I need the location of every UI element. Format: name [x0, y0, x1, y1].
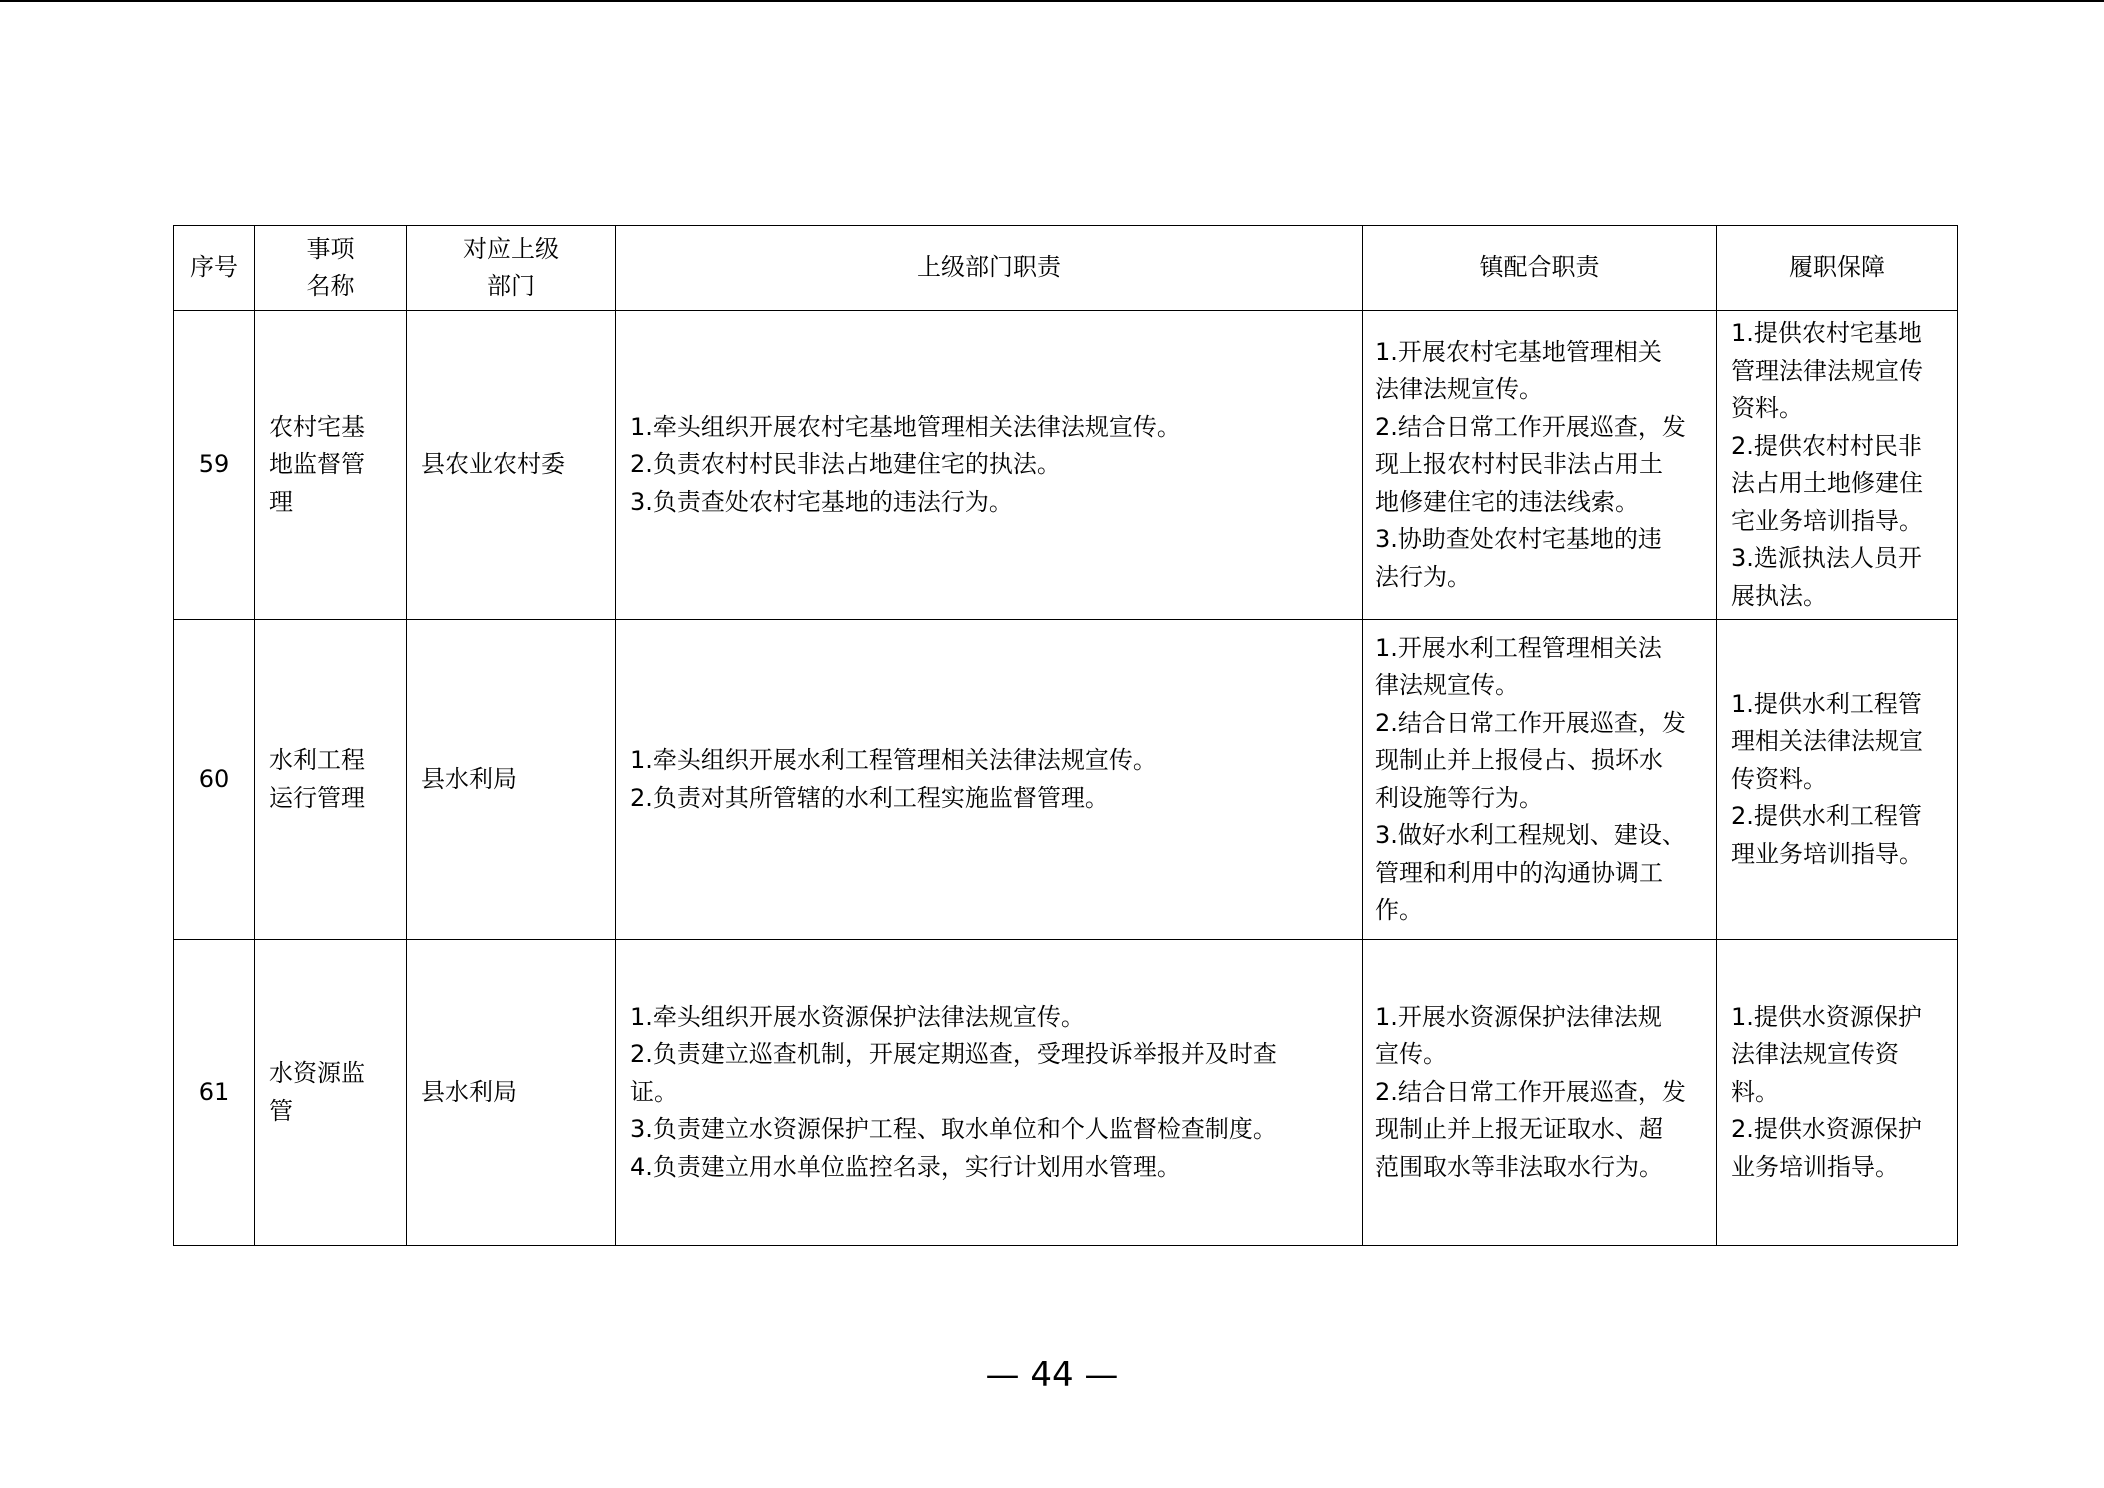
- upper-duties: 1.牵头组织开展水利工程管理相关法律法规宣传。 2.负责对其所管辖的水利工程实施监督管理。: [616, 620, 1363, 940]
- header-upper-dept: 对应上级 部门: [407, 226, 616, 311]
- header-item-name: 事项 名称: [255, 226, 407, 311]
- header-town-duties: 镇配合职责: [1363, 226, 1717, 311]
- header-upper-duties: 上级部门职责: [616, 226, 1363, 311]
- upper-duties: 1.牵头组织开展农村宅基地管理相关法律法规宣传。 2.负责农村村民非法占地建住宅的执法。 3.负责查处农村宅基地的违法行为。: [616, 311, 1363, 620]
- town-duties: 1.开展水资源保护法律法规 宣传。 2.结合日常工作开展巡查，发 现制止并上报无证取水、超 范围取水等非法取水行为。: [1363, 940, 1717, 1246]
- duty-table: [173, 225, 1958, 1246]
- table-row: [174, 940, 1958, 1246]
- page-number: — 44 —: [985, 1355, 1119, 1395]
- header-num: 序号: [174, 226, 255, 311]
- town-duties: 1.开展农村宅基地管理相关 法律法规宣传。 2.结合日常工作开展巡查，发 现上报农村村民非法占用土 地修建住宅的违法线索。 3.协助查处农村宅基地的违 法行为。: [1363, 311, 1717, 620]
- table-row: [174, 620, 1958, 940]
- town-duties: 1.开展水利工程管理相关法 律法规宣传。 2.结合日常工作开展巡查，发 现制止并上报侵占、损坏水 利设施等行为。 3.做好水利工程规划、建设、 管理和利用中的沟通协调工 作。: [1363, 620, 1717, 940]
- row-number: 59: [174, 311, 255, 620]
- top-border-line: [0, 0, 2104, 2]
- item-name: 水利工程 运行管理: [255, 620, 407, 940]
- upper-dept: 县水利局: [407, 620, 616, 940]
- row-number: 60: [174, 620, 255, 940]
- table-row: [174, 311, 1958, 620]
- item-name: 水资源监 管: [255, 940, 407, 1246]
- guarantee: 1.提供水利工程管 理相关法律法规宣 传资料。 2.提供水利工程管 理业务培训指导。: [1717, 620, 1958, 940]
- upper-dept: 县农业农村委: [407, 311, 616, 620]
- item-name: 农村宅基 地监督管 理: [255, 311, 407, 620]
- row-number: 61: [174, 940, 255, 1246]
- guarantee: 1.提供农村宅基地 管理法律法规宣传 资料。 2.提供农村村民非 法占用土地修建住 宅业务培训指导。 3.选派执法人员开 展执法。: [1717, 311, 1958, 620]
- upper-dept: 县水利局: [407, 940, 616, 1246]
- header-guarantee: 履职保障: [1717, 226, 1958, 311]
- guarantee: 1.提供水资源保护 法律法规宣传资 料。 2.提供水资源保护 业务培训指导。: [1717, 940, 1958, 1246]
- upper-duties: 1.牵头组织开展水资源保护法律法规宣传。 2.负责建立巡查机制，开展定期巡查，受理投诉举报并及时查 证。 3.负责建立水资源保护工程、取水单位和个人监督检查制度。 4.负责建立用水单位监控名录，实行计划用水管理。: [616, 940, 1363, 1246]
- table-header-row: [174, 226, 1958, 311]
